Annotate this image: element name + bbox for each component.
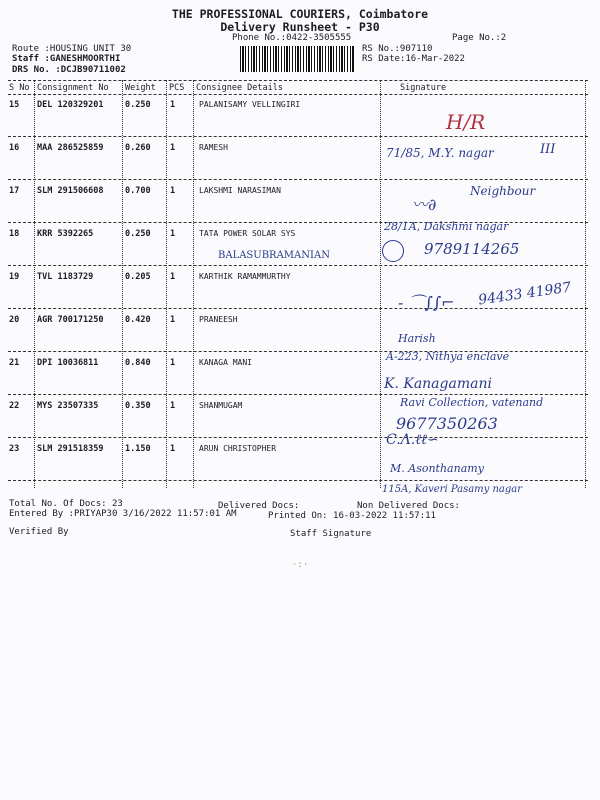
page-number: Page No.:2 [452, 33, 507, 43]
row-sno: 19 [9, 272, 20, 282]
drs-number: DRS No. :DCJB90711002 [12, 65, 126, 75]
row-consignee: RAMESH [199, 143, 228, 152]
row-sno: 23 [9, 444, 20, 454]
row-divider [8, 437, 588, 438]
row-consignee: TATA POWER SOLAR SYS [199, 229, 296, 238]
delivered-docs: Delivered Docs: [218, 501, 300, 511]
signature-scribble: C.Λ.ℓℓ∽ [386, 432, 439, 448]
col-divider [122, 80, 123, 488]
row-pcs: 1 [170, 444, 176, 454]
col-divider [585, 80, 586, 488]
col-divider [166, 80, 167, 488]
col-divider [380, 80, 381, 488]
row-weight: 0.250 [125, 100, 151, 110]
col-header-weight: Weight [125, 83, 156, 93]
row-consignment-no: MAA 286525859 [37, 143, 104, 153]
handwritten-address: A-223, Nithya enclave [386, 350, 510, 363]
total-docs: Total No. Of Docs: 23 [9, 499, 123, 509]
row-consignee: LAKSHMI NARASIMAN [199, 186, 281, 195]
row-weight: 0.350 [125, 401, 151, 411]
row-consignment-no: KRR 5392265 [37, 229, 94, 239]
signature-scribble: - ⌒∫∫⌐ [398, 293, 455, 312]
row-consignee: SHANMUGAM [199, 401, 243, 410]
table-header-line [8, 94, 588, 95]
handwritten-name: BALASUBRAMANIAN [218, 250, 330, 261]
company-title: THE PROFESSIONAL COURIERS, Coimbatore [171, 7, 429, 21]
row-consignee: KANAGA MANI [199, 358, 252, 367]
handwritten-phone: 9677350263 [396, 414, 498, 433]
handwritten-note: Neighbour [470, 184, 536, 198]
row-weight: 0.700 [125, 186, 151, 196]
row-divider [8, 136, 588, 137]
handwritten-phone: 9789114265 [424, 240, 520, 258]
row-pcs: 1 [170, 401, 176, 411]
signature-scribble: 〰∂ [412, 195, 437, 214]
row-consignee: PALANISAMY VELLINGIRI [199, 100, 301, 109]
row-weight: 0.420 [125, 315, 151, 325]
verified-by: Verified By [9, 527, 69, 537]
scan-speck: ·:· [292, 560, 309, 570]
row-divider [8, 179, 588, 180]
non-delivered-docs: Non Delivered Docs: [357, 501, 460, 511]
entered-by: Entered By :PRIYAP30 3/16/2022 11:57:01 AM [9, 509, 237, 519]
signature-mark [382, 240, 404, 262]
row-consignment-no: TVL 1183729 [37, 272, 94, 282]
row-pcs: 1 [170, 229, 176, 239]
handwritten-address: Ravi Collection, vatenand [400, 396, 544, 409]
phone-number: Phone No.:0422-3505555 [232, 33, 352, 43]
rs-number: RS No.:907110 [362, 44, 433, 54]
col-header-pcs: PCS [169, 83, 185, 93]
row-pcs: 1 [170, 272, 176, 282]
runsheet-title: Delivery Runsheet - P30 [220, 20, 380, 34]
row-sno: 22 [9, 401, 20, 411]
staff-signature: Staff Signature [290, 529, 372, 539]
row-consignee: KARTHIK RAMAMMURTHY [199, 272, 291, 281]
row-pcs: 1 [170, 186, 176, 196]
col-header-signature: Signature [400, 83, 447, 93]
row-pcs: 1 [170, 315, 176, 325]
row-pcs: 1 [170, 143, 176, 153]
row-sno: 20 [9, 315, 20, 325]
handwritten-phone: 94433 41987 [477, 279, 573, 309]
handwritten-address: 71/85, M.Y. nagar [386, 146, 494, 160]
row-weight: 0.250 [125, 229, 151, 239]
handwritten-mark: III [540, 142, 556, 157]
row-sno: 21 [9, 358, 20, 368]
row-weight: 1.150 [125, 444, 151, 454]
row-weight: 0.260 [125, 143, 151, 153]
staff-label: Staff :GANESHMOORTHI [12, 54, 121, 64]
row-consignment-no: DPI 10036811 [37, 358, 99, 368]
handwritten-name: K. Kanagamani [384, 376, 492, 392]
col-divider [34, 80, 35, 488]
row-sno: 17 [9, 186, 20, 196]
row-sno: 16 [9, 143, 20, 153]
row-consignment-no: DEL 120329201 [37, 100, 104, 110]
col-divider [193, 80, 194, 488]
printed-on: Printed On: 16-03-2022 11:57:11 [268, 511, 436, 521]
row-divider [8, 480, 588, 481]
handwritten-address: 28/1A, Dakshmi nagar [384, 220, 509, 233]
row-sno: 18 [9, 229, 20, 239]
handwritten-note: H/R [446, 110, 486, 134]
row-weight: 0.205 [125, 272, 151, 282]
row-divider [8, 394, 588, 395]
barcode [240, 46, 355, 72]
row-consignee: PRANEESH [199, 315, 238, 324]
col-header-consignment: Consignment No [37, 83, 109, 93]
col-header-sno: S No [9, 83, 30, 93]
row-sno: 15 [9, 100, 20, 110]
rs-date: RS Date:16-Mar-2022 [362, 54, 465, 64]
col-header-consignee: Consignee Details [196, 83, 283, 93]
handwritten-address: 115A, Kaveri Pasamy nagar [382, 484, 523, 495]
table-top-line [8, 80, 588, 81]
row-consignment-no: SLM 291506608 [37, 186, 104, 196]
row-consignment-no: SLM 291518359 [37, 444, 104, 454]
row-consignee: ARUN CHRISTOPHER [199, 444, 277, 453]
handwritten-name: M. Asonthanamy [390, 462, 484, 475]
row-pcs: 1 [170, 100, 176, 110]
row-divider [8, 308, 588, 309]
row-pcs: 1 [170, 358, 176, 368]
handwritten-name: Harish [398, 332, 436, 345]
route-label: Route :HOUSING UNIT 30 [12, 44, 132, 54]
row-divider [8, 265, 588, 266]
row-consignment-no: AGR 700171250 [37, 315, 104, 325]
row-weight: 0.840 [125, 358, 151, 368]
row-consignment-no: MYS 23507335 [37, 401, 99, 411]
